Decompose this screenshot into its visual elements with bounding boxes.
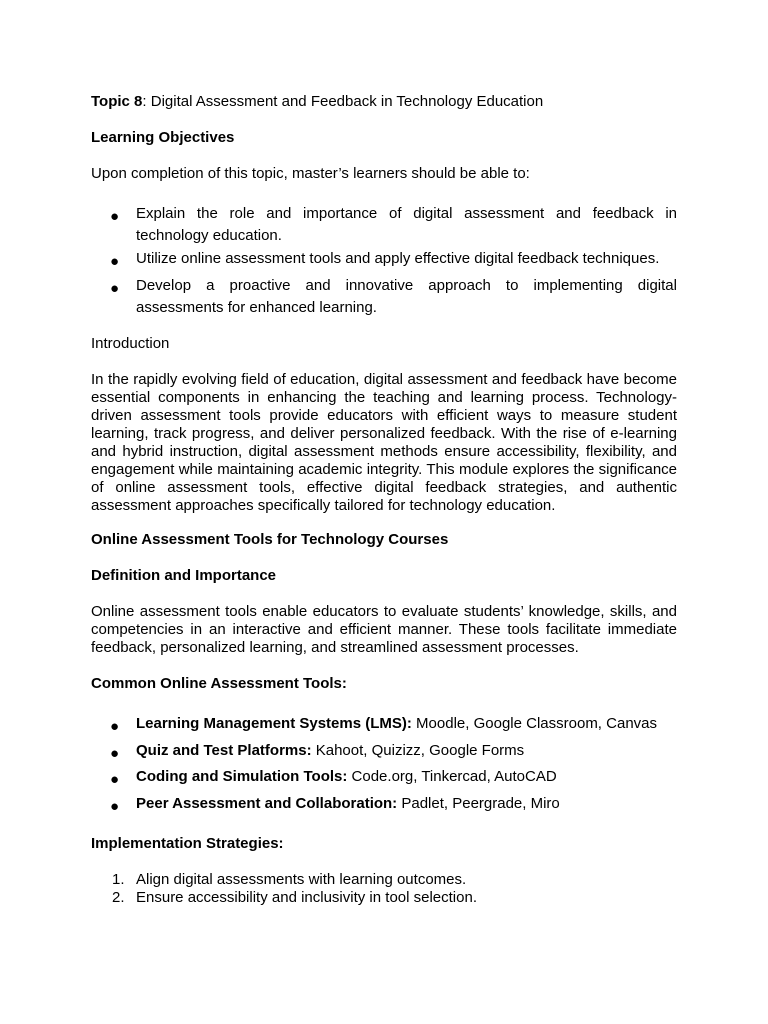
bullet-icon: ● [110,718,120,735]
implementation-heading: Implementation Strategies: [91,835,284,852]
bullet-icon: ● [110,253,120,270]
tool-item-label: Peer Assessment and Collaboration: [136,795,398,812]
tool-item-text: Padlet, Peergrade, Miro [397,795,560,812]
tool-item [136,713,677,735]
bullet-icon: ● [110,208,120,225]
objective-item: Develop a proactive and innovative approach to implementing digital assessments for enhanced learning. [136,277,677,316]
implementation-item: Ensure accessibility and inclusivity in tool selection. [136,889,477,906]
tool-item-text: Moodle, Google Classroom, Canvas [411,715,658,732]
introduction-heading: Introduction [91,335,170,352]
tools-section-heading: Online Assessment Tools for Technology Courses [91,531,449,548]
tool-item-label: Coding and Simulation Tools: [136,768,348,785]
objectives-intro: Upon completion of this topic, master’s learners should be able to: [91,165,530,182]
bullet-icon: ● [110,771,120,788]
bullet-icon: ● [110,798,120,815]
tool-item [136,740,677,762]
common-tools-heading: Common Online Assessment Tools: [91,675,347,692]
tool-item-text: Kahoot, Quizizz, Google Forms [311,742,525,759]
topic-title: : Digital Assessment and Feedback in Technology Education [142,93,544,110]
topic-heading [91,93,677,111]
objective-item: Utilize online assessment tools and apply effective digital feedback techniques. [136,250,660,267]
objective-item: Explain the role and importance of digital assessment and feedback in technology education. [136,205,677,244]
definition-body: Online assessment tools enable educators to evaluate students’ knowledge, skills, and competencies in an interactive and efficient manner. These tools facilitate immediate feedback, personalized learning, and streamlined assessment processes. [91,603,677,656]
list-number: 1. [112,871,125,888]
list-number: 2. [112,889,125,906]
topic-label: Topic 8 [91,93,143,110]
tool-item-label: Learning Management Systems (LMS): [136,715,412,732]
bullet-icon: ● [110,280,120,297]
introduction-body: In the rapidly evolving field of education, digital assessment and feedback have become essential components in enhancing the teaching and learning process. Technology-driven assessment tools provide educators with efficient ways to measure student learning, track progress, and deliver personalized feedback. With the rise of e-learning and hybrid instruction, digital assessment methods ensure accessibility, flexibility, and engagement while maintaining academic integrity. This module explores the significance of online assessment tools, effective digital feedback strategies, and authentic assessment approaches specifically tailored for technology education. [91,371,677,514]
implementation-item: Align digital assessments with learning outcomes. [136,871,467,888]
tool-item [136,766,677,788]
definition-heading: Definition and Importance [91,567,277,584]
tool-item [136,793,677,815]
tool-item-text: Code.org, Tinkercad, AutoCAD [347,768,557,785]
bullet-icon: ● [110,745,120,762]
learning-objectives-heading: Learning Objectives [91,129,235,146]
tool-item-label: Quiz and Test Platforms: [136,742,312,759]
